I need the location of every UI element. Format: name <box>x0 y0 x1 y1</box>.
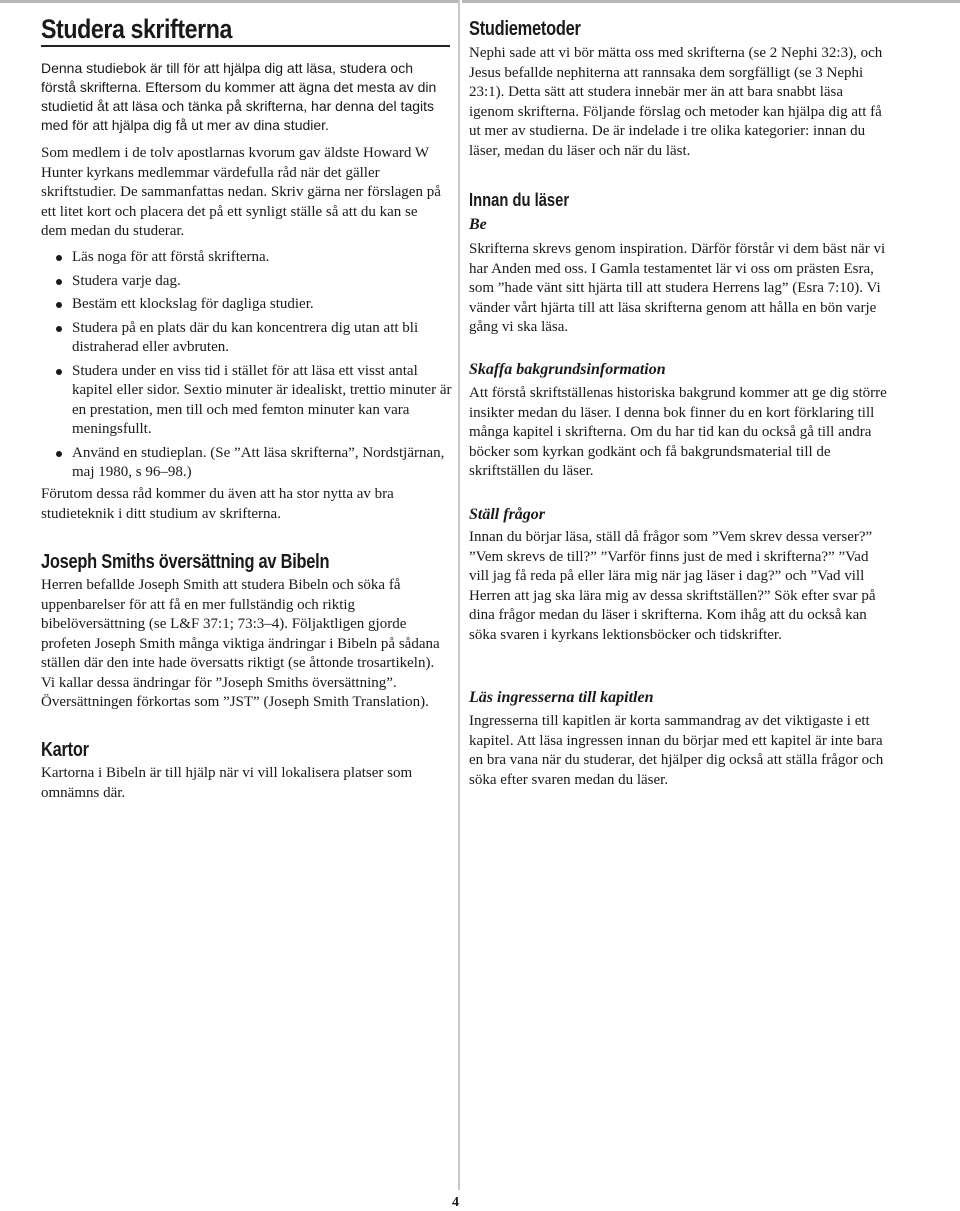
background-paragraph: Att förstå skriftställenas historiska bakgrund kommer att ge dig större insikter medan du läser. I denna bok finner du en kort förklaring till många kapitel i skrifterna. Om du har tid kan du också gå till andra böcker som kyrkan godkänt och få bakgrundsmaterial till de skriftställen du läser. <box>469 385 887 479</box>
study-methods-paragraph: Nephi sade att vi bör mätta oss med skrifterna (se 2 Nephi 32:3), och Jesus befallde nephiterna att rannsaka dem sorgfälligt (se 3 Nephi 23:1). Detta sätt att studera innebär mer än att bara snabbt läsa igenom skrifterna. Följande förslag och metoder kan hjälpa dig att få ut mer av studierna. De är indelade i tre olika kategorier: innan du läser, medan du läser och när du läst. <box>469 45 883 159</box>
chapter-intro-heading: Läs ingresserna till kapitlen <box>469 689 654 706</box>
list-item: Studera på en plats där du kan koncentrera dig utan att bli distraherad eller avbruten. <box>41 319 453 358</box>
intro-paragraph-2: Som medlem i de tolv apostlarnas kvorum gav äldste Howard W Hunter kyrkans medlemmar värdefulla råd när det gäller skriftstudier. De sammanfattas nedan. Skriv gärna ner förslagen på ett litet kort och placera det på ett synligt ställe så att du kan se dem medan du studerar. <box>41 145 441 239</box>
pray-paragraph: Skrifterna skrevs genom inspiration. Därför förstår vi dem bäst när vi har Anden med oss. I Gamla testamentet lär vi oss om prästen Esra, som ”hade vänt sitt hjärta till att studera Herrens lag” (Esra 7:10). Vi vänder vårt hjärta till att läsa skrifterna genom att hålla en bön varje gång vi ska läsa. <box>469 241 886 335</box>
background-heading: Skaffa bakgrundsinformation <box>469 361 666 378</box>
maps-heading: Kartor <box>41 739 89 761</box>
intro-paragraph-1: Denna studiebok är till för att hjälpa dig att läsa, studera och förstå skrifterna. Eftersom du kommer att ägna det mesta av din studietid åt att läsa och tänka på skrifterna, har denna del tagits med för att hjälpa dig få ut mer av dina studier. <box>41 60 437 133</box>
list-item: Läs noga för att förstå skrifterna. <box>41 248 453 268</box>
study-methods-heading: Studiemetoder <box>469 18 581 40</box>
after-list-paragraph: Förutom dessa råd kommer du även att ha stor nytta av bra studieteknik i ditt studium av skrifterna. <box>41 486 394 522</box>
list-item: Använd en studieplan. (Se ”Att läsa skrifterna”, Nordstjärnan, maj 1980, s 96–98.) <box>41 444 453 483</box>
page-title: Studera skrifterna <box>41 14 233 44</box>
jst-paragraph: Herren befallde Joseph Smith att studera Bibeln och söka få uppenbarelser för att få en mer fullständig och riktig bibelöversättning (se L&F 37:1; 73:3–4). Följaktligen gjorde profeten Joseph Smith många viktiga ändringar i Bibeln på sådana ställen där den inte hade översatts riktigt (se åttonde trosartikeln). Vi kallar dessa ändringar för ”Joseph Smiths översättning”. Översättningen förkortas som ”JST” (Joseph Smith Translation). <box>41 577 440 710</box>
list-item: Bestäm ett klockslag för dagliga studier. <box>41 295 453 315</box>
jst-heading: Joseph Smiths översättning av Bibeln <box>41 551 330 573</box>
chapter-intro-paragraph: Ingresserna till kapitlen är korta sammandrag av det viktigaste i ett kapitel. Att läsa ingressen innan du börjar med ett kapitel är inte bara en bra vana när du studerar, det hjälper dig också att ställa frågor och söka efter svaren medan du läser. <box>469 713 884 788</box>
questions-heading: Ställ frågor <box>469 506 546 523</box>
study-tips-list <box>41 248 453 487</box>
pray-heading: Be <box>469 216 487 233</box>
list-item: Studera under en viss tid i stället för att läsa ett visst antal kapitel eller sidor. Sextio minuter är idealiskt, trettio minuter är en prestation, men till och med femton minuter kan vara meningsfullt. <box>41 362 453 440</box>
top-rule-right <box>462 0 960 3</box>
before-reading-heading: Innan du läser <box>469 190 570 210</box>
title-underline <box>41 45 450 47</box>
list-item: Studera varje dag. <box>41 272 453 292</box>
maps-paragraph: Kartorna i Bibeln är till hjälp när vi vill lokalisera platser som omnämns där. <box>41 765 413 801</box>
page-number: 4 <box>452 1195 459 1210</box>
column-divider <box>458 0 460 1190</box>
questions-paragraph: Innan du börjar läsa, ställ då frågor som ”Vem skrev dessa verser?” ”Vem skrevs de till?” ”Varför finns just de med i skrifterna?” ”Vad vill jag få reda på eller lära mig när jag läser i dag?” och ”Vad vill Herren att jag ska lära mig av dessa skriftställen?” Sök efter svar på dina frågor medan du läser i skrifterna. Kom ihåg att du också kan söka svaren i kyrkans lektionsböcker och tidskrifter. <box>469 529 876 643</box>
top-rule-left <box>0 0 458 3</box>
